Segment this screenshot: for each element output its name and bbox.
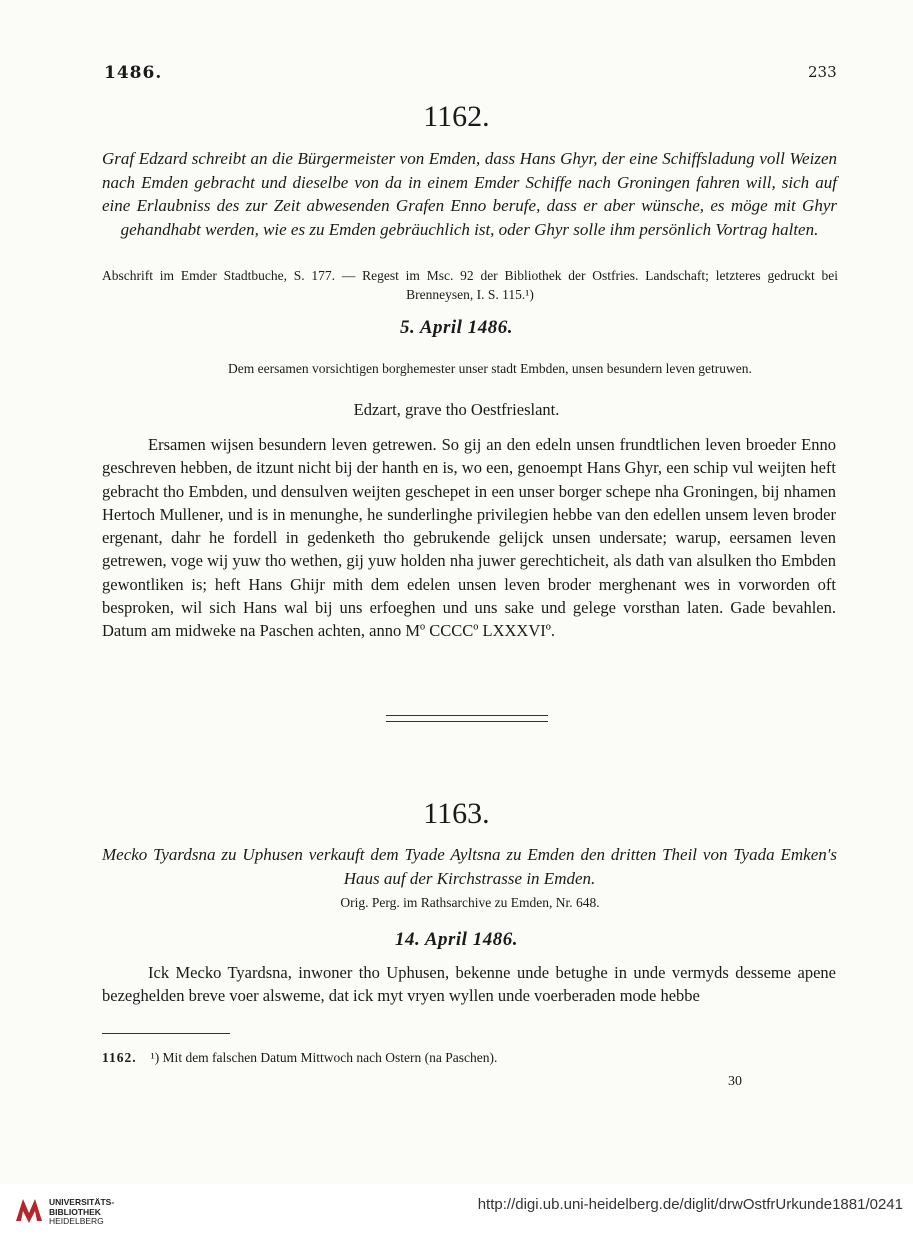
running-header-year: 1486.	[104, 63, 163, 83]
source-note-1162: Abschrift im Emder Stadtbuche, S. 177. — Regest im Msc. 92 der Bibliothek der Ostfries. Landschaft; letzteres gedruckt bei Brenneysen, I. S. 115.¹)	[102, 268, 838, 302]
date-1162: 5. April 1486.	[400, 317, 513, 338]
footnote	[102, 1050, 802, 1066]
document-number-1163: 1163.	[423, 797, 490, 830]
library-name-line3: HEIDELBERG	[49, 1216, 104, 1226]
library-name	[49, 1198, 114, 1227]
page-number: 233	[808, 63, 837, 81]
page-url[interactable]: http://digi.ub.uni-heidelberg.de/diglit/drwOstfrUrkunde1881/0241	[477, 1196, 903, 1213]
library-name-line1: UNIVERSITÄTS-	[49, 1197, 115, 1207]
section-separator	[386, 715, 548, 722]
footnote-text: ¹) Mit dem falschen Datum Mittwoch nach Ostern (na Paschen).	[150, 1050, 498, 1065]
library-name-line2: BIBLIOTHEK	[49, 1206, 101, 1217]
footnote-rule	[102, 1033, 230, 1034]
footnote-ref: 1162.	[102, 1050, 137, 1065]
viewer-footer	[0, 1184, 913, 1249]
date-1163: 14. April 1486.	[395, 929, 518, 950]
sender-1162: Edzart, grave tho Oestfrieslant.	[353, 400, 560, 419]
library-logo[interactable]	[12, 1193, 115, 1233]
body-text-1163: Ick Mecko Tyardsna, inwoner tho Uphusen, bekenne unde betughe in unde vermyds desseme apene bezeghelden breve voer alsweme, dat ick myt vryen wyllen unde voerberaden mode hebbe	[102, 963, 836, 1006]
document-number-1162: 1162.	[423, 100, 490, 133]
source-note-1163: Orig. Perg. im Rathsarchive zu Emden, Nr. 648.	[340, 895, 600, 910]
address-1162: Dem eersamen vorsichtigen borghemester unser stadt Embden, unsen besundern leven getruwen.	[228, 361, 752, 376]
body-text-1162: Ersamen wijsen besundern leven getrewen. So gij an den edeln unsen frundtlichen leven broeder Enno geschreven hebben, de itzunt nicht bij der hanth en is, wo een, genoempt Hans Ghyr, een schip vul weijten heft gebracht tho Embden, und densulven weijten geschepet in een unser borger schepe nha Groningen, bij nhamen Hertoch Mullener, und is in menunghe, he sunderlinghe privilegien hebbe van den edellen unsem leven broder ergenant, dahr he fordell in gedenketh tho gebrukende gelijck unsen undersate; warup, eersamen leven getrewen, voge wij yuw tho wethen, gij yuw holden nha juwer gerechticheit, als dath van alsulken tho Embden gewontliken is; heft Hans Ghijr mith dem edelen unsen leven broder merghenant wes in vorworden oft besproken, wil sich Hans wal bij uns erfoeghen und uns sake und gelege vorsthan laten. Gade bevahlen. Datum am midweke na Paschen achten, anno Mº CCCCº LXXXVIº.	[102, 435, 836, 641]
summary-1163: Mecko Tyardsna zu Uphusen verkauft dem Tyade Ayltsna zu Emden den dritten Theil von Tyada Emken's Haus auf der Kirchstrasse in Emden.	[102, 845, 837, 888]
heidelberg-library-seal-icon	[12, 1193, 46, 1227]
signature-mark: 30	[728, 1074, 742, 1089]
summary-1162: Graf Edzard schreibt an die Bürgermeister von Emden, dass Hans Ghyr, der eine Schiffsladung voll Weizen nach Emden gebracht und dieselbe von da in einem Emder Schiffe nach Groningen fahren will, sich auf eine Erlaubniss des zur Zeit abwesenden Grafen Enno berufe, dass er aber wünsche, es möge mit Ghyr gehandhabt werden, wie es zu Emden gebräuchlich ist, oder Ghyr solle ihm persönlich Vortrag halten.	[102, 149, 837, 239]
